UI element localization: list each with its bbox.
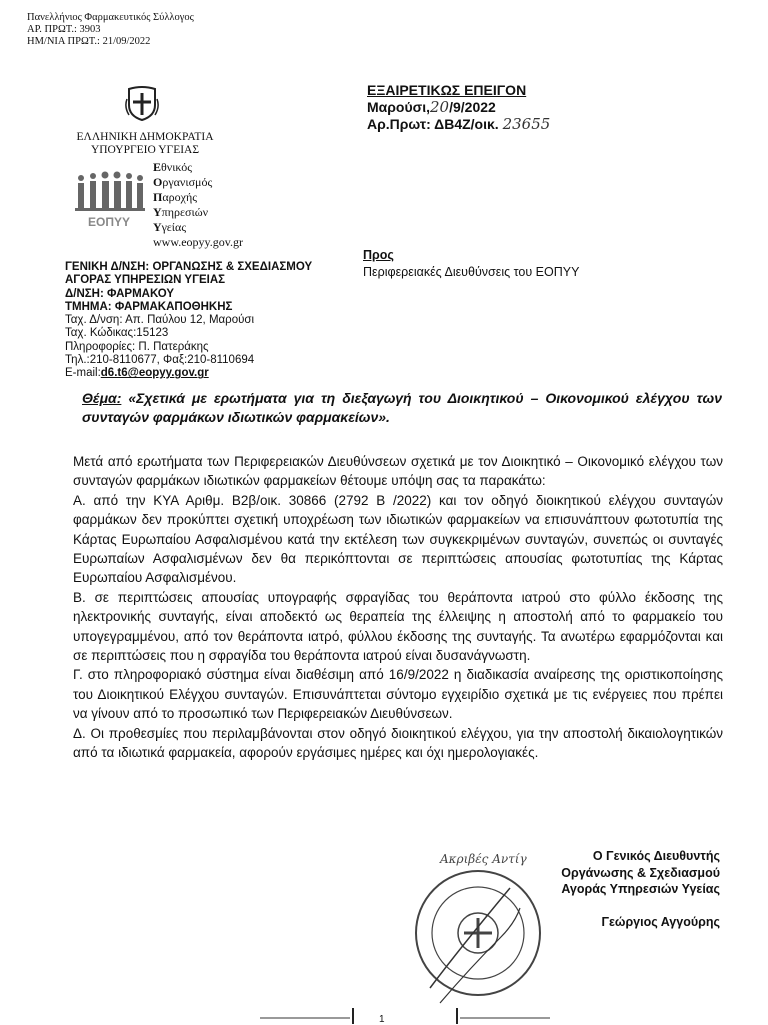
eopyy-word-4: πηρεσιών: [161, 205, 209, 219]
protocol-stamp: [27, 12, 194, 48]
email-link[interactable]: d6.t6@eopyy.gov.gr: [100, 367, 209, 380]
certified-copy-caption: Ακριβές Αντίγ: [440, 852, 527, 866]
place-suffix: /9/2022: [449, 99, 496, 115]
stamp-org: Πανελλήνιος Φαρμακευτικός Σύλλογος: [27, 12, 194, 23]
eopyy-name: [153, 160, 243, 250]
general-directorate: ΓΕΝΙΚΗ Δ/ΝΣΗ: ΟΡΓΑΝΩΣΗΣ & ΣΧΕΔΙΑΣΜΟΥ: [65, 261, 313, 273]
eopyy-logo-text: ΕΟΠΥΥ: [87, 215, 131, 229]
protocol-prefix: Αρ.Πρωτ: ΔΒ4Ζ/οικ.: [367, 116, 499, 132]
recipient-block: [363, 247, 579, 281]
subject-label: Θέμα:: [82, 390, 122, 406]
signatory-title-3: Αγοράς Υπηρεσιών Υγείας: [561, 882, 720, 896]
signature-block: [500, 848, 720, 930]
place-date: [367, 99, 550, 116]
handwritten-day: 20: [430, 98, 450, 116]
protocol-number: [367, 116, 550, 133]
intro-paragraph: Μετά από ερωτήματα των Περιφερειακών Διευθύνσεων σχετικά με τον Διοικητικό – Οικονομικό ελέγχου των συνταγών φαρμάκων ιδιωτικών φαρμακείων θέτουμε υπόψη σας τα παρακάτω:: [73, 454, 723, 489]
recipient: Περιφερειακές Διευθύνσεις του ΕΟΠΥΥ: [363, 265, 580, 279]
general-directorate-cont: ΑΓΟΡΑΣ ΥΠΗΡΕΣΙΩΝ ΥΓΕΙΑΣ: [65, 274, 226, 287]
point-a: Α. από την ΚΥΑ Αριθμ. Β2β/οικ. 30866 (2792 Β /2022) και τον οδηγό διοικητικού ελέγχου συνταγών φαρμάκων δεν προκύπτει σχετική υποχρέωση των ιδιωτικών φαρμακείων να επισυνάπτουν φωτοτυπία της Κάρτας Ευρωπαίου Ασφαλισμένου κατά την εκτέλεση των συγκεκριμένων συνταγών, συνεπώς οι συνταγές Ευρωπαίων Ασφαλισμένων δεν θα περικόπτονται σε περιπτώσεις απουσίας φωτοτυπίας της Κάρτας Ευρωπαίου Ασφαλισμένου.: [73, 492, 723, 586]
email-label: E-mail:: [65, 367, 101, 380]
directorate: Δ/ΝΣΗ: ΦΑΡΜΑΚΟΥ: [65, 287, 175, 300]
contact-info: Πληροφορίες: Π. Πατεράκης: [65, 340, 209, 353]
phone-fax: Τηλ.:210-8110677, Φαξ:210-8110694: [65, 354, 255, 367]
urgent-block: [367, 82, 550, 133]
greek-emblem-icon: [124, 85, 160, 121]
subject-text: «Σχετικά με ερωτήματα για τη διεξαγωγή του Διοικητικού – Οικονομικού ελέγχου των συνταγών φαρμάκων ιδιωτικών φαρμακείων».: [82, 390, 722, 425]
republic-label: ΕΛΛΗΝΙΚΗ ΔΗΜΟΚΡΑΤΙΑ: [76, 131, 214, 143]
eopyy-initial-3: Π: [153, 190, 163, 204]
eopyy-logo-icon: [73, 168, 145, 230]
signatory-name: Γεώργιος Αγγούρης: [601, 914, 720, 929]
to-label: Προς: [363, 248, 394, 262]
urgent-label: ΕΞΑΙΡΕΤΙΚΩΣ ΕΠΕΙΓΟΝ: [367, 82, 527, 98]
email-line: [65, 367, 312, 380]
ministry-heading: [60, 131, 230, 157]
point-c: Γ. στο πληροφοριακό σύστημα είναι διαθέσιμη από 16/9/2022 η διαδικασία αναίρεσης της οριστικοποίησης του Διοικητικού Ελέγχου συνταγών. Επισυνάπτεται σύντομο εγχειρίδιο σχετικά με τις ενέργειες που πρέπει να γίνουν από το προσωπικό των Περιφερειακών Διευθύνσεων.: [73, 667, 723, 722]
signatory-title-2: Οργάνωσης & Σχεδιασμού: [561, 865, 720, 880]
point-b: Β. σε περιπτώσεις απουσίας υπογραφής σφραγίδας του θεράποντα ιατρού στο φύλλο έκδοσης της ηλεκτρονικής συνταγής, είναι αποδεκτό ως θεραπεία της έλλειψης η αποστολή από το φαρμακείο του υπογεγραμμένου, από τον θεράποντα ιατρό, φύλλου έκδοσης της συνταγής. Τα ανωτέρω εφαρμόζονται και σε περιπτώσεις που η σφραγίδα του θεράποντα ιατρού είναι δυσανάγνωστη.: [73, 589, 723, 664]
stamp-protocol-number: ΑΡ. ΠΡΩΤ.: 3903: [27, 24, 101, 35]
subject: [82, 389, 722, 427]
eopyy-initial-1: Ε: [153, 160, 162, 174]
ministry-label: ΥΠΟΥΡΓΕΙΟ ΥΓΕΙΑΣ: [90, 144, 200, 156]
address: Ταχ. Δ/νση: Απ. Παύλου 12, Μαρούσι: [65, 314, 255, 327]
handwritten-protocol: 23655: [502, 115, 551, 133]
place-prefix: Μαρούσι,: [367, 99, 430, 115]
letter-body: [73, 452, 723, 763]
eopyy-word-1: θνικός: [161, 160, 192, 174]
eopyy-initial-5: Υ: [153, 220, 162, 234]
page-number: 1: [379, 1014, 385, 1025]
eopyy-word-5: γείας: [161, 220, 187, 234]
point-d: Δ. Οι προθεσμίες που περιλαμβάνονται στον οδηγό διοικητικού ελέγχου, για την αποστολή δικαιολογητικών από τα ιδιωτικά φαρμακεία, αφορούν εργάσιμες ημέρες και όχι ημερολογιακές.: [73, 725, 723, 761]
eopyy-word-2: ργανισμός: [162, 175, 213, 189]
footer-divider: [260, 1004, 550, 1024]
eopyy-url: www.eopyy.gov.gr: [153, 235, 243, 249]
eopyy-initial-4: Υ: [153, 205, 162, 219]
eopyy-word-3: αροχής: [162, 190, 197, 204]
postcode: Ταχ. Κώδικας:15123: [65, 327, 169, 340]
department-block: [65, 261, 312, 381]
signatory-title-1: Ο Γενικός Διευθυντής: [592, 849, 720, 863]
eopyy-initial-2: Ο: [153, 175, 163, 189]
section: ΤΜΗΜΑ: ΦΑΡΜΑΚΑΠΟΘΗΚΗΣ: [65, 300, 233, 313]
stamp-protocol-date: ΗΜ/ΝΙΑ ΠΡΩΤ.: 21/09/2022: [27, 36, 151, 47]
